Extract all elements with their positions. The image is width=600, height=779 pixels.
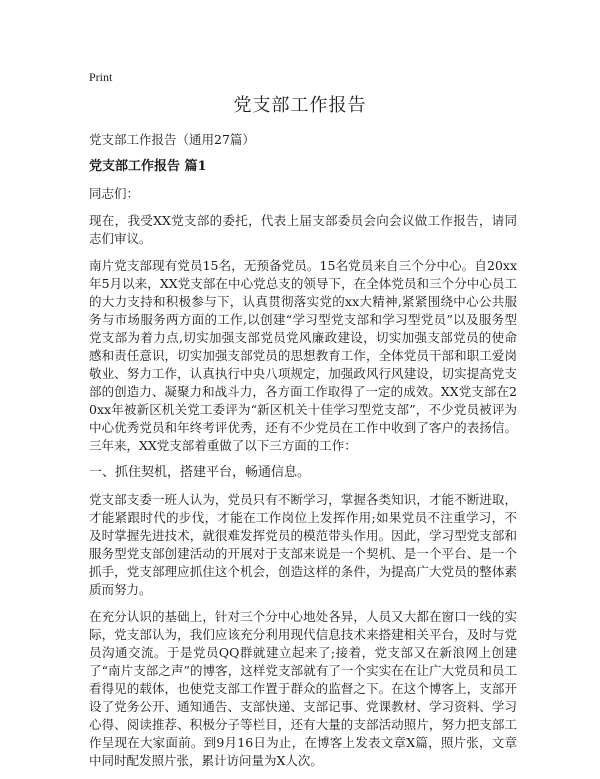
page-title: 党支部工作报告 — [233, 95, 367, 116]
print-link[interactable]: Print — [89, 70, 113, 84]
paragraph-overview: 南片党支部现有党员15名，无预备党员。15名党员来自三个分中心。自20xx年5月以来，XX党支部在中心党总支的领导下，在全体党员和三个分中心员工的大力支持和积极参与下，认真贯彻落实党的xx大精神,紧紧围绕中心公共服务与市场服务两方面的工作,以创建“学习型党支部和学习型党员”以及服务型党支部为着力点,切实加强支部党员党风廉政建设，切实加强支部党员的使命感和责任意识，切实加强支部党员的思想教育工作，全体党员干部和职工爱岗敬业、努力工作，认真执行中央八项规定，加强政风行风建设，切实提高党支部的创造力、凝聚力和战斗力，各方面工作取得了一定的成效。XX党支部在20xx年被新区机关党工委评为“新区机关十佳学习型党支部”，不少党员被评为中心优秀党员和年终考评优秀，还有不少党员在工作中收到了客户的表扬信。三年来，XX党支部着重做了以下三方面的工作： — [89, 258, 517, 453]
paragraph-learning: 党支部支委一班人认为，党员只有不断学习，掌握各类知识，才能不断进取，才能紧跟时代的步伐，才能在工作岗位上发挥作用;如果党员不注重学习，不及时掌握先进技术，就很难发挥党员的模范带头作用。因此，学习型党支部和服务型党支部创建活动的开展对于支部来说是一个契机、是一个平台、是一个抓手，党支部理应抓住这个机会，创造这样的条件，为提高广大党员的整体素质而努力。 — [89, 492, 517, 597]
salutation: 同志们： — [89, 186, 140, 201]
section-heading: 党支部工作报告 篇1 — [89, 159, 207, 174]
paragraph-platform: 在充分认识的基础上，针对三个分中心地处各异，人员又大都在窗口一线的实际，党支部认为，我们应该充分利用现代信息技术来搭建相关平台，及时与党员沟通交流。于是党员QQ群就建立起来了;接着，党支部又在新浪网上创建了“南片支部之声”的博客，这样党支部就有了一个实实在在让广大党员和员工看得见的载体，也使党支部工作置于群众的监督之下。在这个博客上，支部开设了党务公开、通知通告、支部快递、支部记事、党课教材、学习资料、学习心得、阅读推荐、积极分子等栏目，还有大量的支部活动照片，努力把支部工作呈现在大家面前。到9月16日为止，在博客上发表文章X篇，照片张，文章中同时配发照片张，累计访问量为X人次。 — [89, 609, 517, 768]
section-title-one: 一、抓住契机，搭建平台，畅通信息。 — [89, 465, 311, 480]
document-subtitle: 党支部工作报告（通用27篇） — [89, 132, 255, 147]
paragraph-intro: 现在，我受XX党支部的委托，代表上届支部委员会向会议做工作报告，请同志们审议。 — [89, 213, 517, 246]
document-body — [89, 131, 517, 779]
